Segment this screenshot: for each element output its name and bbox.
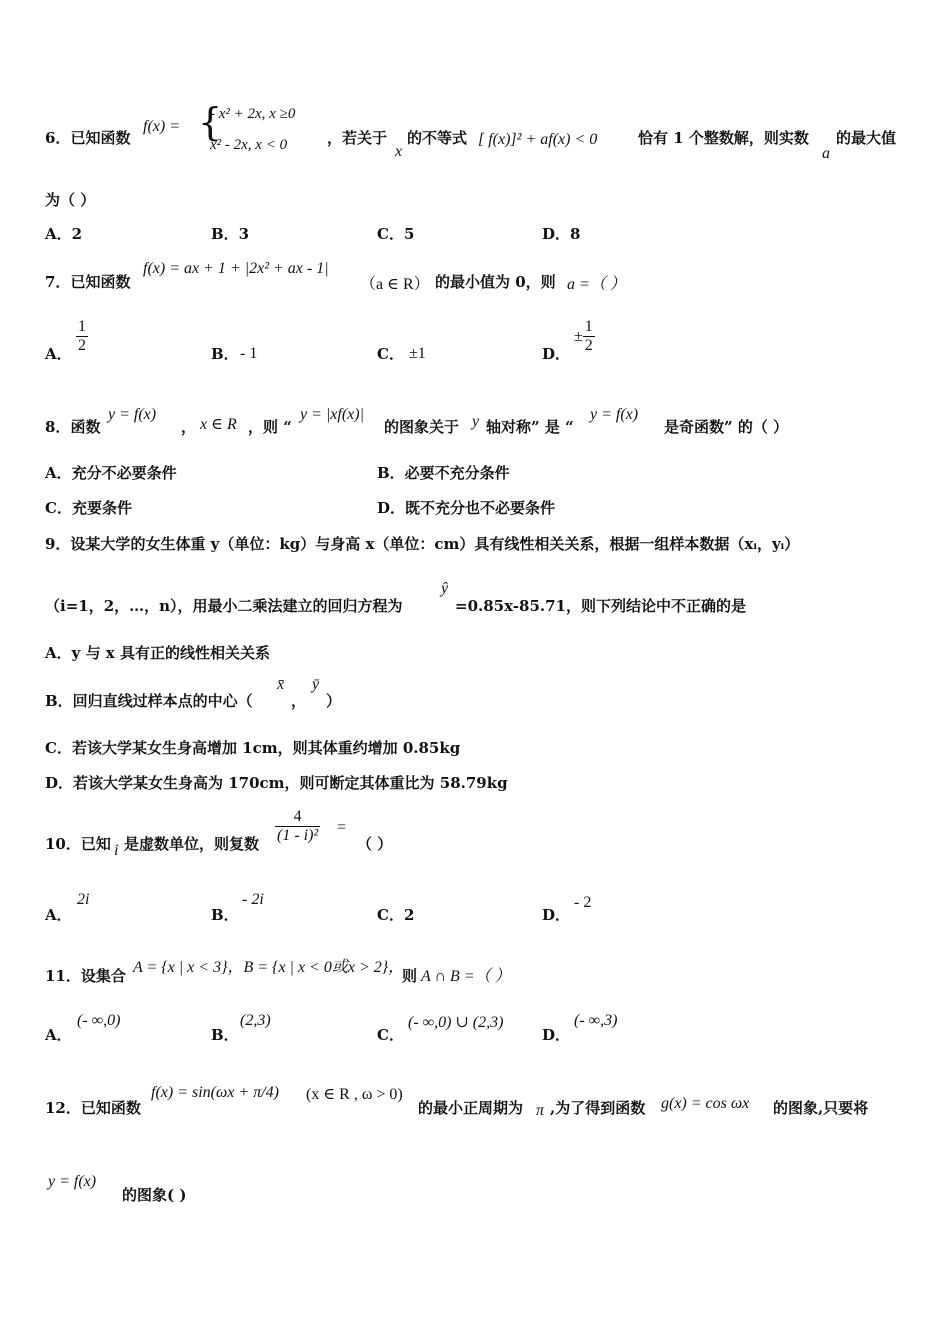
q7-option-d-fraction <box>583 318 595 355</box>
q6-mid2: 的不等式 <box>407 129 468 147</box>
q8-mid2: 的图象关于 <box>384 418 460 436</box>
q8-expr-4: y = f(x) <box>590 406 639 423</box>
q12-mid2: ,为了得到函数 <box>550 1099 646 1117</box>
q10-equals: = <box>337 819 347 836</box>
q11-lead: 11．设集合 <box>45 967 126 985</box>
q7-a-den: 2 <box>78 337 86 354</box>
q8-var-y: y <box>472 413 480 430</box>
q7-option-c-value: ±1 <box>409 345 426 362</box>
q12-tail: 的图象,只要将 <box>773 1099 869 1117</box>
q6-option-a[interactable]: A．2 <box>45 225 83 243</box>
q9-option-c[interactable]: C．若该大学某女生身高增加 1cm，则其体重约增加 0.85kg <box>45 739 461 757</box>
q6-case-2: x² - 2x, x < 0 <box>210 137 288 153</box>
q9-option-d[interactable]: D．若该大学某女生身高为 170cm，则可断定其体重比为 58.79kg <box>45 774 508 792</box>
q9-line-2a: （i=1，2，…，n），用最小二乘法建立的回归方程为 <box>45 597 403 615</box>
q9-yhat: ŷ <box>441 580 449 597</box>
q11-option-a-value: (- ∞,0) <box>77 1012 121 1029</box>
q12-line2-expr: y = f(x) <box>48 1173 97 1190</box>
q10-option-c[interactable]: C．2 <box>377 906 415 924</box>
q10-tail: （ ） <box>357 835 393 853</box>
q8-mid1: ，则 “ <box>248 418 292 436</box>
q11-tail: 则 <box>402 967 418 985</box>
q12-lead: 12．已知函数 <box>45 1099 141 1117</box>
q12-expr-2: g(x) = cos ωx <box>661 1095 750 1112</box>
q10-denominator: (1 - i)² <box>277 827 319 844</box>
q10-option-a-value: 2i <box>77 891 90 908</box>
q7-ask: a =（ ） <box>567 276 626 293</box>
q11-option-c-value: (- ∞,0) ∪ (2,3) <box>408 1014 504 1031</box>
q8-number: 8． <box>45 418 71 436</box>
q10-option-b-value: - 2i <box>242 891 264 908</box>
q6-var-x: x <box>395 143 403 160</box>
q7-d-sign: ± <box>574 328 583 345</box>
q10-var-i: i <box>114 842 119 859</box>
q7-d-den: 2 <box>584 337 593 354</box>
q10-option-b-label[interactable]: B． <box>211 906 239 924</box>
q11-option-a-label[interactable]: A． <box>45 1026 72 1044</box>
q6-number: 6． <box>45 129 71 147</box>
q10-numerator: 4 <box>275 808 320 827</box>
q12-mid1: 的最小正周期为 <box>418 1099 524 1117</box>
q8-mid3: 轴对称” 是 “ <box>486 418 574 436</box>
q11-option-d-value: (- ∞,3) <box>574 1012 618 1029</box>
q6-brace: { <box>198 100 223 144</box>
q6-option-b[interactable]: B．3 <box>211 225 250 243</box>
q9-line-1: 9．设某大学的女生体重 y（单位：kg）与身高 x（单位：cm）具有线性相关关系，根据一组样本数据（xᵢ，yᵢ） <box>45 535 800 553</box>
q7-option-d-label[interactable]: D． <box>542 345 571 363</box>
q9-sep: ， <box>291 692 307 710</box>
q6-line2: 为（ ） <box>45 191 96 209</box>
q7-option-d-value <box>574 318 595 355</box>
q12-condition: (x ∈ R , ω > 0) <box>306 1086 403 1103</box>
q11-ask: A ∩ B =（ ） <box>421 968 511 985</box>
q6-tail: 的最大值 <box>836 129 897 147</box>
q8-option-d[interactable]: D．既不充分也不必要条件 <box>377 499 556 517</box>
q8-option-b[interactable]: B．必要不充分条件 <box>377 464 510 482</box>
q8-option-c[interactable]: C．充要条件 <box>45 499 132 517</box>
q8-option-a[interactable]: A．充分不必要条件 <box>45 464 177 482</box>
q6-var-a: a <box>822 145 830 162</box>
q7-option-b-label[interactable]: B． <box>211 345 239 363</box>
q10-option-d-value: - 2 <box>574 894 592 911</box>
q9-option-a[interactable]: A．y 与 x 具有正的线性相关关系 <box>45 644 270 662</box>
q11-option-d-label[interactable]: D． <box>542 1026 571 1044</box>
q7-a-num: 1 <box>78 318 86 335</box>
q7-option-a-fraction <box>76 318 88 355</box>
q7-option-a-value <box>76 318 88 355</box>
q7-option-a-label[interactable]: A． <box>45 345 72 363</box>
q6-case-1: - x² + 2x, x ≥0 <box>210 106 296 122</box>
q6-inequality: [ f(x)]² + af(x) < 0 <box>478 131 598 148</box>
q8-expr-2: x ∈ R <box>200 416 237 433</box>
q11-option-b-label[interactable]: B． <box>211 1026 239 1044</box>
q8-expr-1: y = f(x) <box>108 406 157 423</box>
q10-option-d-label[interactable]: D． <box>542 906 571 924</box>
q6-mid3: 恰有 1 个整数解，则实数 <box>638 129 809 147</box>
q6-fx: f(x) = <box>143 118 180 135</box>
q8-tail: 是奇函数” 的（ ） <box>664 418 789 436</box>
q12-expr-1: f(x) = sin(ωx + π/4) <box>151 1084 279 1101</box>
q6-lead: 已知函数 <box>70 129 131 147</box>
q10-mid: 是虚数单位，则复数 <box>124 835 260 853</box>
q7-option-c-label[interactable]: C． <box>377 345 404 363</box>
q10-option-a-label[interactable]: A． <box>45 906 72 924</box>
q7-lead <box>45 272 130 292</box>
q6-option-d[interactable]: D．8 <box>542 225 581 243</box>
q9-ybar: ȳ <box>312 676 320 693</box>
q8-lead-text: 函数 <box>70 418 101 436</box>
q7-lead-text: 已知函数 <box>70 273 131 291</box>
q12-pi: π <box>536 1102 545 1119</box>
q9-option-b-close: ） <box>326 692 342 710</box>
q7-tail: 的最小值为 0，则 <box>435 273 556 291</box>
q9-option-b-text: B．回归直线过样本点的中心（ <box>45 692 253 710</box>
q7-condition: （a ∈ R） <box>360 276 430 293</box>
q11-option-b-value: (2,3) <box>240 1012 271 1029</box>
q12-line2-tail: 的图象( ) <box>122 1186 187 1204</box>
q10-frac <box>275 808 320 845</box>
q6-option-c[interactable]: C．5 <box>377 225 415 243</box>
q7-number: 7． <box>45 273 71 291</box>
q11-expression: A = {x | x < 3}，B = {x | x < 0或x > 2}， <box>133 959 405 976</box>
q8-expr-3: y = |xf(x)| <box>300 406 364 423</box>
q9-option-b[interactable] <box>45 691 253 711</box>
q10-fraction <box>275 808 320 845</box>
q7-d-num: 1 <box>584 318 593 335</box>
question-6 <box>45 128 130 148</box>
q9-xbar: x̄ <box>277 676 285 693</box>
q9-line-2b: =0.85x-85.71，则下列结论中不正确的是 <box>455 597 746 615</box>
q8-comma: ， <box>181 418 197 436</box>
q10-lead: 10．已知 <box>45 835 111 853</box>
q11-option-c-label[interactable]: C． <box>377 1026 404 1044</box>
q6-mid1: ，若关于 <box>327 129 388 147</box>
q7-expression: f(x) = ax + 1 + |2x² + ax - 1| <box>143 260 329 277</box>
q8-lead <box>45 417 100 437</box>
q7-option-b-value: - 1 <box>240 345 258 362</box>
